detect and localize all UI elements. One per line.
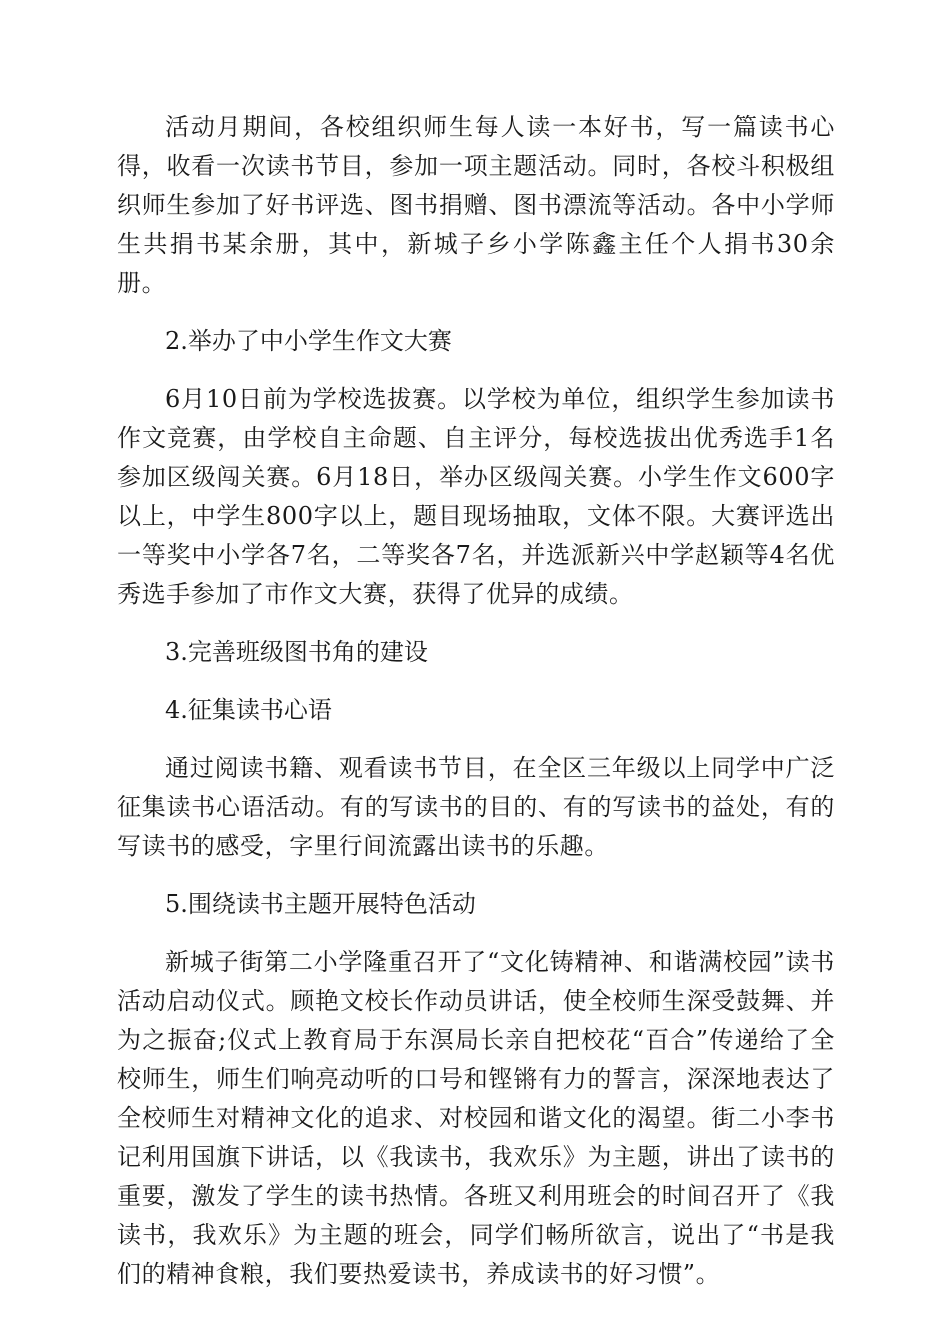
heading-essay-contest: 2.举办了中小学生作文大赛: [165, 327, 452, 355]
paragraph-essay-contest: 6月10日前为学校选拔赛。以学校为单位，组织学生参加读书作文竞赛，由学校自主命题、自主评分，每校选拔出优秀选手1名参加区级闯关赛。6月18日，举办区级闯关赛。小学生作文600字以上，中学生800字以上，题目现场抽取，文体不限。大赛评选出一等奖中小学各7名，二等奖各7名，并选派新兴中学赵颖等4名优秀选手参加了市作文大赛，获得了优异的成绩。: [117, 385, 835, 608]
paragraph-themed-activities: 新城子街第二小学隆重召开了“文化铸精神、和谐满校园”读书活动启动仪式。顾艳文校长作动员讲话，使全校师生深受鼓舞、并为之振奋;仪式上教育局于东溟局长亲自把校花“百合”传递给了全校师生，师生们响亮动听的口号和铿锵有力的誓言，深深地表达了全校师生对精神文化的追求、对校园和谐文化的渴望。街二小李书记利用国旗下讲话，以《我读书，我欢乐》为主题，讲出了读书的重要，激发了学生的读书热情。各班又利用班会的时间召开了《我读书，我欢乐》为主题的班会，同学们畅所欲言，说出了“书是我们的精神食粮，我们要热爱读书，养成读书的好习惯”。: [117, 948, 835, 1288]
paragraph-reading-quotes: 通过阅读书籍、观看读书节目，在全区三年级以上同学中广泛征集读书心语活动。有的写读书的目的、有的写读书的益处，有的写读书的感受，字里行间流露出读书的乐趣。: [117, 754, 835, 860]
heading-reading-quotes: 4.征集读书心语: [165, 696, 332, 724]
heading-themed-activities: 5.围绕读书主题开展特色活动: [165, 890, 476, 918]
document-body: [117, 108, 835, 1313]
heading-book-corner: 3.完善班级图书角的建设: [165, 638, 428, 666]
paragraph-activity-month: 活动月期间，各校组织师生每人读一本好书，写一篇读书心得，收看一次读书节目，参加一项主题活动。同时，各校斗积极组织师生参加了好书评选、图书捐赠、图书漂流等活动。各中小学师生共捐书某余册，其中，新城子乡小学陈鑫主任个人捐书30余册。: [117, 113, 835, 297]
